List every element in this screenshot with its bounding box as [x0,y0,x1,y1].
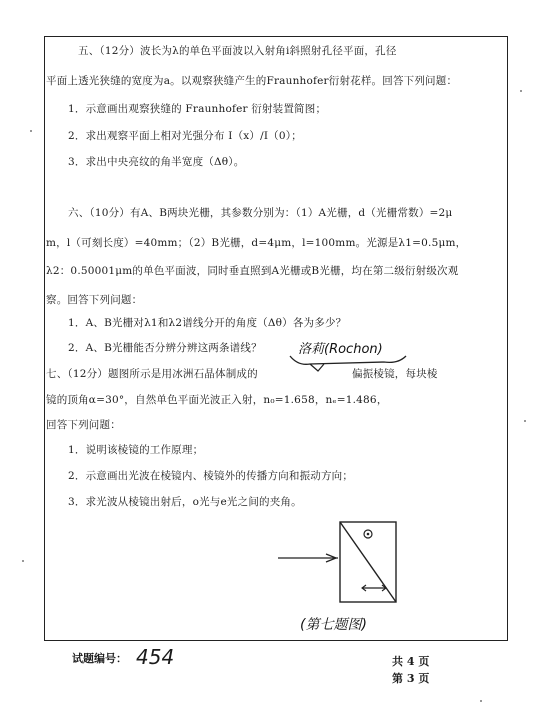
problem7-question2: 2．示意画出光波在棱镜内、棱镜外的传播方向和振动方向； [68,470,354,482]
scan-speck [30,130,32,132]
scan-speck [480,700,482,702]
problem5-line2: 平面上透光狭缝的宽度为a。以观察狭缝产生的Fraunhofer衍射花样。回答下列问题： [46,75,458,87]
problem6-question2: 2．A、B光栅能否分辨分辨这两条谱线？ [68,342,262,354]
problem6-line3: λ2：0.50001μm的单色平面波，同时垂直照到A光栅或B光栅，均在第二级衍射级次观 [46,265,459,277]
problem7-question1: 1．说明该棱镜的工作原理； [68,444,204,456]
problem6-line1: 六、（10分）有A、B两块光栅，其参数分别为：（1）A光栅，d（光栅常数）=2μ [68,207,453,219]
problem5-question2: 2．求出观察平面上相对光强分布 I（x）/I（0）； [68,130,302,142]
problem5-question1: 1．示意画出观察狭缝的 Fraunhofer 衍射装置简图； [68,103,327,115]
total-pages: 共 4 页 [392,655,430,668]
optic-axis-dot-icon [367,533,370,536]
scan-speck [524,420,526,422]
exam-code-value: 454 [136,645,175,669]
problem7-line2: 镜的顶角α=30°，自然单色平面光波正入射，n₀=1.658，nₑ=1.486， [46,394,388,406]
rochon-prism-figure [262,516,412,608]
problem6-line4: 察。回答下列问题： [46,294,143,306]
problem5-line1: 五、（12分）波长为λ的单色平面波以入射角i斜照射孔径平面，孔径 [78,45,397,57]
scan-speck [520,90,522,92]
handwritten-prism-name: 洛莉(Rochon) [298,342,383,357]
problem7-question3: 3．求光波从棱镜出射后，o光与e光之间的夹角。 [68,496,302,508]
problem7-line1a: 七、（12分）题图所示是用冰洲石晶体制成的 [46,368,258,380]
scan-speck [22,560,24,562]
problem7-line3: 回答下列问题： [46,419,121,431]
current-page: 第 3 页 [392,672,430,685]
problem7-line1b: 偏振棱镜，每块棱 [352,368,438,380]
problem6-question1: 1．A、B光栅对λ1和λ2谱线分开的角度（Δθ）各为多少？ [68,317,347,329]
problem6-line2: m，l（可刻长度）=40mm；（2）B光栅，d=4μm，l=100mm。光源是λ1=0.5μm， [46,237,467,249]
exam-code-label: 试题编号： [72,652,127,665]
problem5-question3: 3．求出中央亮纹的角半宽度（Δθ）。 [68,156,245,168]
figure-caption: (第七题图) [300,617,367,633]
